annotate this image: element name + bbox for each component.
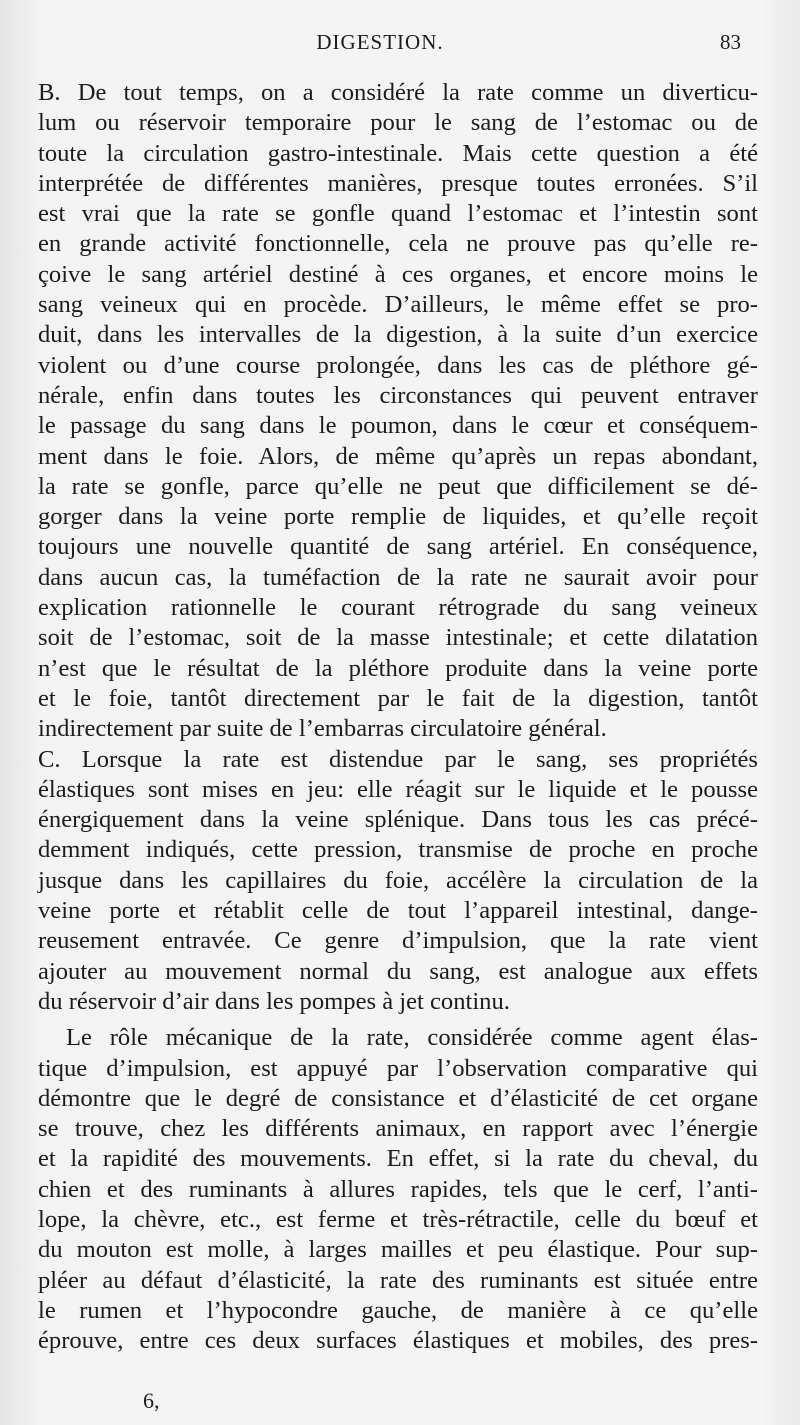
text-line: reusement entravée. Ce genre d’impulsion, que la rate vient bbox=[38, 927, 758, 955]
text-line: éprouve, entre ces deux surfaces élastiques et mobiles, des pres- bbox=[38, 1327, 758, 1355]
text-line: lope, la chèvre, etc., est ferme et très-rétractile, celle du bœuf et bbox=[38, 1205, 758, 1233]
text-line: çoive le sang artériel destiné à ces organes, et encore moins le bbox=[38, 260, 758, 288]
text-line: lum ou réservoir temporaire pour le sang de l’estomac ou de bbox=[38, 109, 758, 137]
text-line: B. De tout temps, on a considéré la rate comme un diverticu- bbox=[38, 79, 758, 106]
text-line: veine porte et rétablit celle de tout l’appareil intestinal, dange- bbox=[38, 897, 758, 925]
text-line: jusque dans les capillaires du foie, accélère la circulation de la bbox=[38, 866, 758, 894]
text-line: gorger dans la veine porte remplie de liquides, et qu’elle reçoit bbox=[38, 503, 758, 531]
text-line: est vrai que la rate se gonfle quand l’estomac et l’intestin sont bbox=[38, 200, 758, 228]
text-line: indirectement par suite de l’embarras circulatoire général. bbox=[38, 715, 607, 743]
paragraph-role bbox=[38, 1023, 758, 1356]
text-line: et le foie, tantôt directement par le fait de la digestion, tantôt bbox=[38, 684, 758, 712]
text-line: violent ou d’une course prolongée, dans les cas de pléthore gé- bbox=[38, 351, 758, 379]
text-line: élastiques sont mises en jeu: elle réagit sur le liquide et le pousse bbox=[38, 775, 758, 803]
text-line: sang veineux qui en procède. D’ailleurs, le même effet se pro- bbox=[38, 291, 758, 319]
text-line: se trouve, chez les différents animaux, en rapport avec l’énergie bbox=[38, 1115, 758, 1143]
body-text bbox=[38, 78, 758, 1356]
text-line: tique d’impulsion, est appuyé par l’observation comparative qui bbox=[38, 1054, 758, 1082]
text-line: du mouton est molle, à larges mailles et peu élastique. Pour sup- bbox=[38, 1236, 758, 1264]
text-line: ajouter au mouvement normal du sang, est analogue aux effets bbox=[38, 957, 758, 985]
running-title: DIGESTION. bbox=[316, 30, 444, 54]
text-line: demment indiqués, cette pression, transmise de proche en proche bbox=[38, 836, 758, 864]
text-line: duit, dans les intervalles de la digestion, à la suite d’un exercice bbox=[38, 321, 758, 349]
paragraph-b bbox=[38, 78, 758, 745]
text-line: interprétée de différentes manières, presque toutes erronées. S’il bbox=[38, 169, 758, 197]
text-line: Le rôle mécanique de la rate, considérée comme agent élas- bbox=[66, 1024, 758, 1052]
text-line: chien et des ruminants à allures rapides, tels que le cerf, l’anti- bbox=[38, 1175, 758, 1203]
text-line: toujours une nouvelle quantité de sang artériel. En conséquence, bbox=[38, 533, 758, 561]
text-line: en grande activité fonctionnelle, cela ne prouve pas qu’elle re- bbox=[38, 230, 758, 258]
text-line: la rate se gonfle, parce qu’elle ne peut que difficilement se dé- bbox=[38, 472, 758, 500]
page-header bbox=[0, 30, 800, 60]
text-line: ment dans le foie. Alors, de même qu’après un repas abondant, bbox=[38, 442, 758, 470]
text-line: du réservoir d’air dans les pompes à jet continu. bbox=[38, 987, 510, 1015]
text-line: le rumen et l’hypocondre gauche, de manière à ce qu’elle bbox=[38, 1296, 758, 1324]
text-line: pléer au défaut d’élasticité, la rate des ruminants est située entre bbox=[38, 1266, 758, 1294]
paragraph-c bbox=[38, 745, 758, 1018]
page-number: 83 bbox=[720, 30, 741, 54]
text-line: et la rapidité des mouvements. En effet, si la rate du cheval, du bbox=[38, 1145, 758, 1173]
text-line: C. Lorsque la rate est distendue par le sang, ses propriétés bbox=[38, 745, 758, 773]
text-line: n’est que le résultat de la pléthore produite dans la veine porte bbox=[38, 654, 758, 682]
signature-mark: 6, bbox=[143, 1388, 160, 1413]
text-line: soit de l’estomac, soit de la masse intestinale; et cette dilatation bbox=[38, 624, 758, 652]
text-line: énergiquement dans la veine splénique. Dans tous les cas précé- bbox=[38, 806, 758, 834]
text-line: nérale, enfin dans toutes les circonstances qui peuvent entraver bbox=[38, 381, 758, 409]
text-line: dans aucun cas, la tuméfaction de la rate ne saurait avoir pour bbox=[38, 563, 758, 591]
text-line: explication rationnelle le courant rétrograde du sang veineux bbox=[38, 594, 758, 622]
text-line: démontre que le degré de consistance et d’élasticité de cet organe bbox=[38, 1084, 758, 1112]
text-line: le passage du sang dans le poumon, dans le cœur et conséquem- bbox=[38, 412, 758, 440]
text-line: toute la circulation gastro-intestinale. Mais cette question a été bbox=[38, 139, 758, 167]
